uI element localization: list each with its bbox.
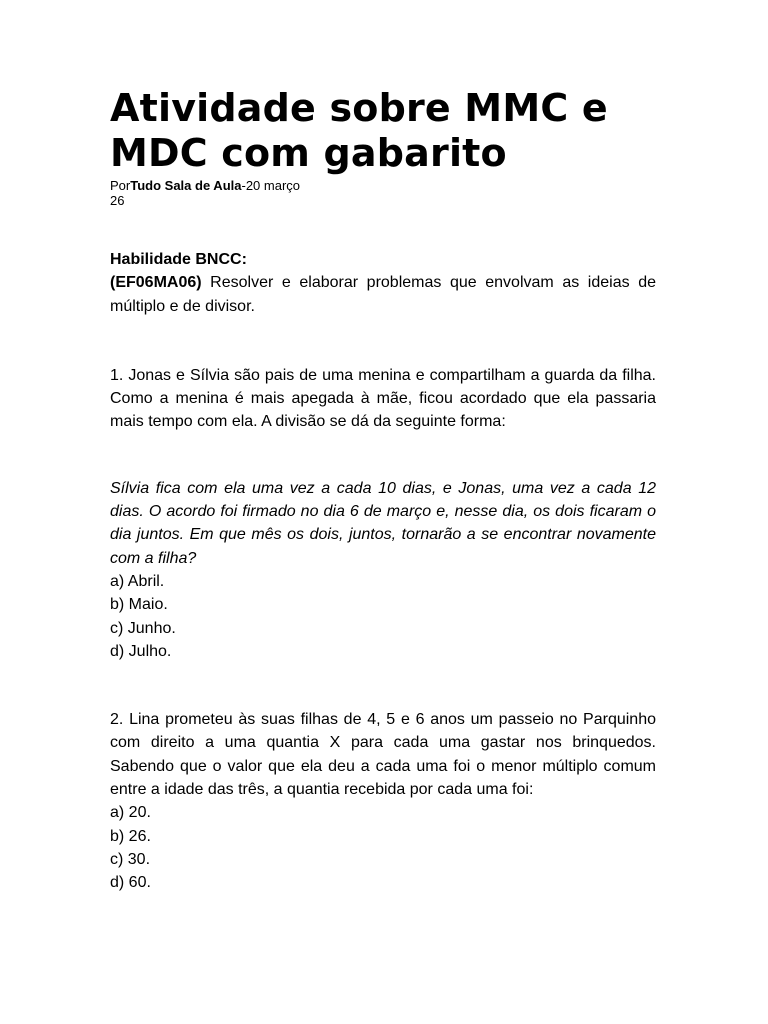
- question-1-statement: Sílvia fica com ela uma vez a cada 10 dias, e Jonas, uma vez a cada 12 dias. O acordo foi firmado no dia 6 de março e, nesse dia, os dois ficaram o dia juntos. Em que mês os dois, juntos, tornarão a se encontrar novamente com a filha?: [110, 479, 656, 567]
- page-title: Atividade sobre MMC e MDC com gabarito: [110, 86, 608, 175]
- question-2: [110, 708, 656, 894]
- question-2-option-c: c) 30.: [110, 850, 151, 868]
- question-1-intro: 1. Jonas e Sílvia são pais de uma menina e compartilham a guarda da filha. Como a menina é mais apegada à mãe, ficou acordado que ela passaria mais tempo com ela. A divisão se dá da seguinte forma:: [110, 366, 656, 431]
- question-2-intro: 2. Lina prometeu às suas filhas de 4, 5 e 6 anos um passeio no Parquinho com direito a uma quantia X para cada uma gastar nos brinquedos. Sabendo que o valor que ela deu a cada uma foi o menor múltiplo comum entre a idade das três, a quantia recebida por cada uma foi:: [110, 711, 656, 799]
- byline: [110, 178, 656, 208]
- bncc-description: [110, 271, 656, 318]
- question-1-option-a: a) Abril.: [110, 572, 165, 590]
- question-1-option-b: b) Maio.: [110, 596, 168, 614]
- document-page: [110, 86, 656, 895]
- bncc-section: [110, 248, 656, 318]
- question-1-option-d: d) Julho.: [110, 642, 172, 660]
- author-link[interactable]: Tudo Sala de Aula: [130, 178, 242, 193]
- byline-date: -20 março: [241, 178, 301, 193]
- bncc-text: Resolver e elaborar problemas que envolvam as ideias de múltiplo e de divisor.: [110, 274, 656, 315]
- bncc-heading: Habilidade BNCC:: [110, 251, 247, 268]
- question-2-option-a: a) 20.: [110, 804, 151, 822]
- byline-prefix: Por: [110, 178, 131, 193]
- question-1-option-c: c) Junho.: [110, 619, 176, 637]
- question-2-option-d: d) 60.: [110, 874, 151, 892]
- question-1: [110, 364, 656, 434]
- question-2-option-b: b) 26.: [110, 827, 151, 845]
- bncc-code: (EF06MA06): [110, 274, 202, 292]
- byline-date-continued: 26: [110, 193, 125, 208]
- question-2-options: [110, 801, 656, 894]
- question-1-options: [110, 570, 656, 663]
- question-1-body: [110, 477, 656, 663]
